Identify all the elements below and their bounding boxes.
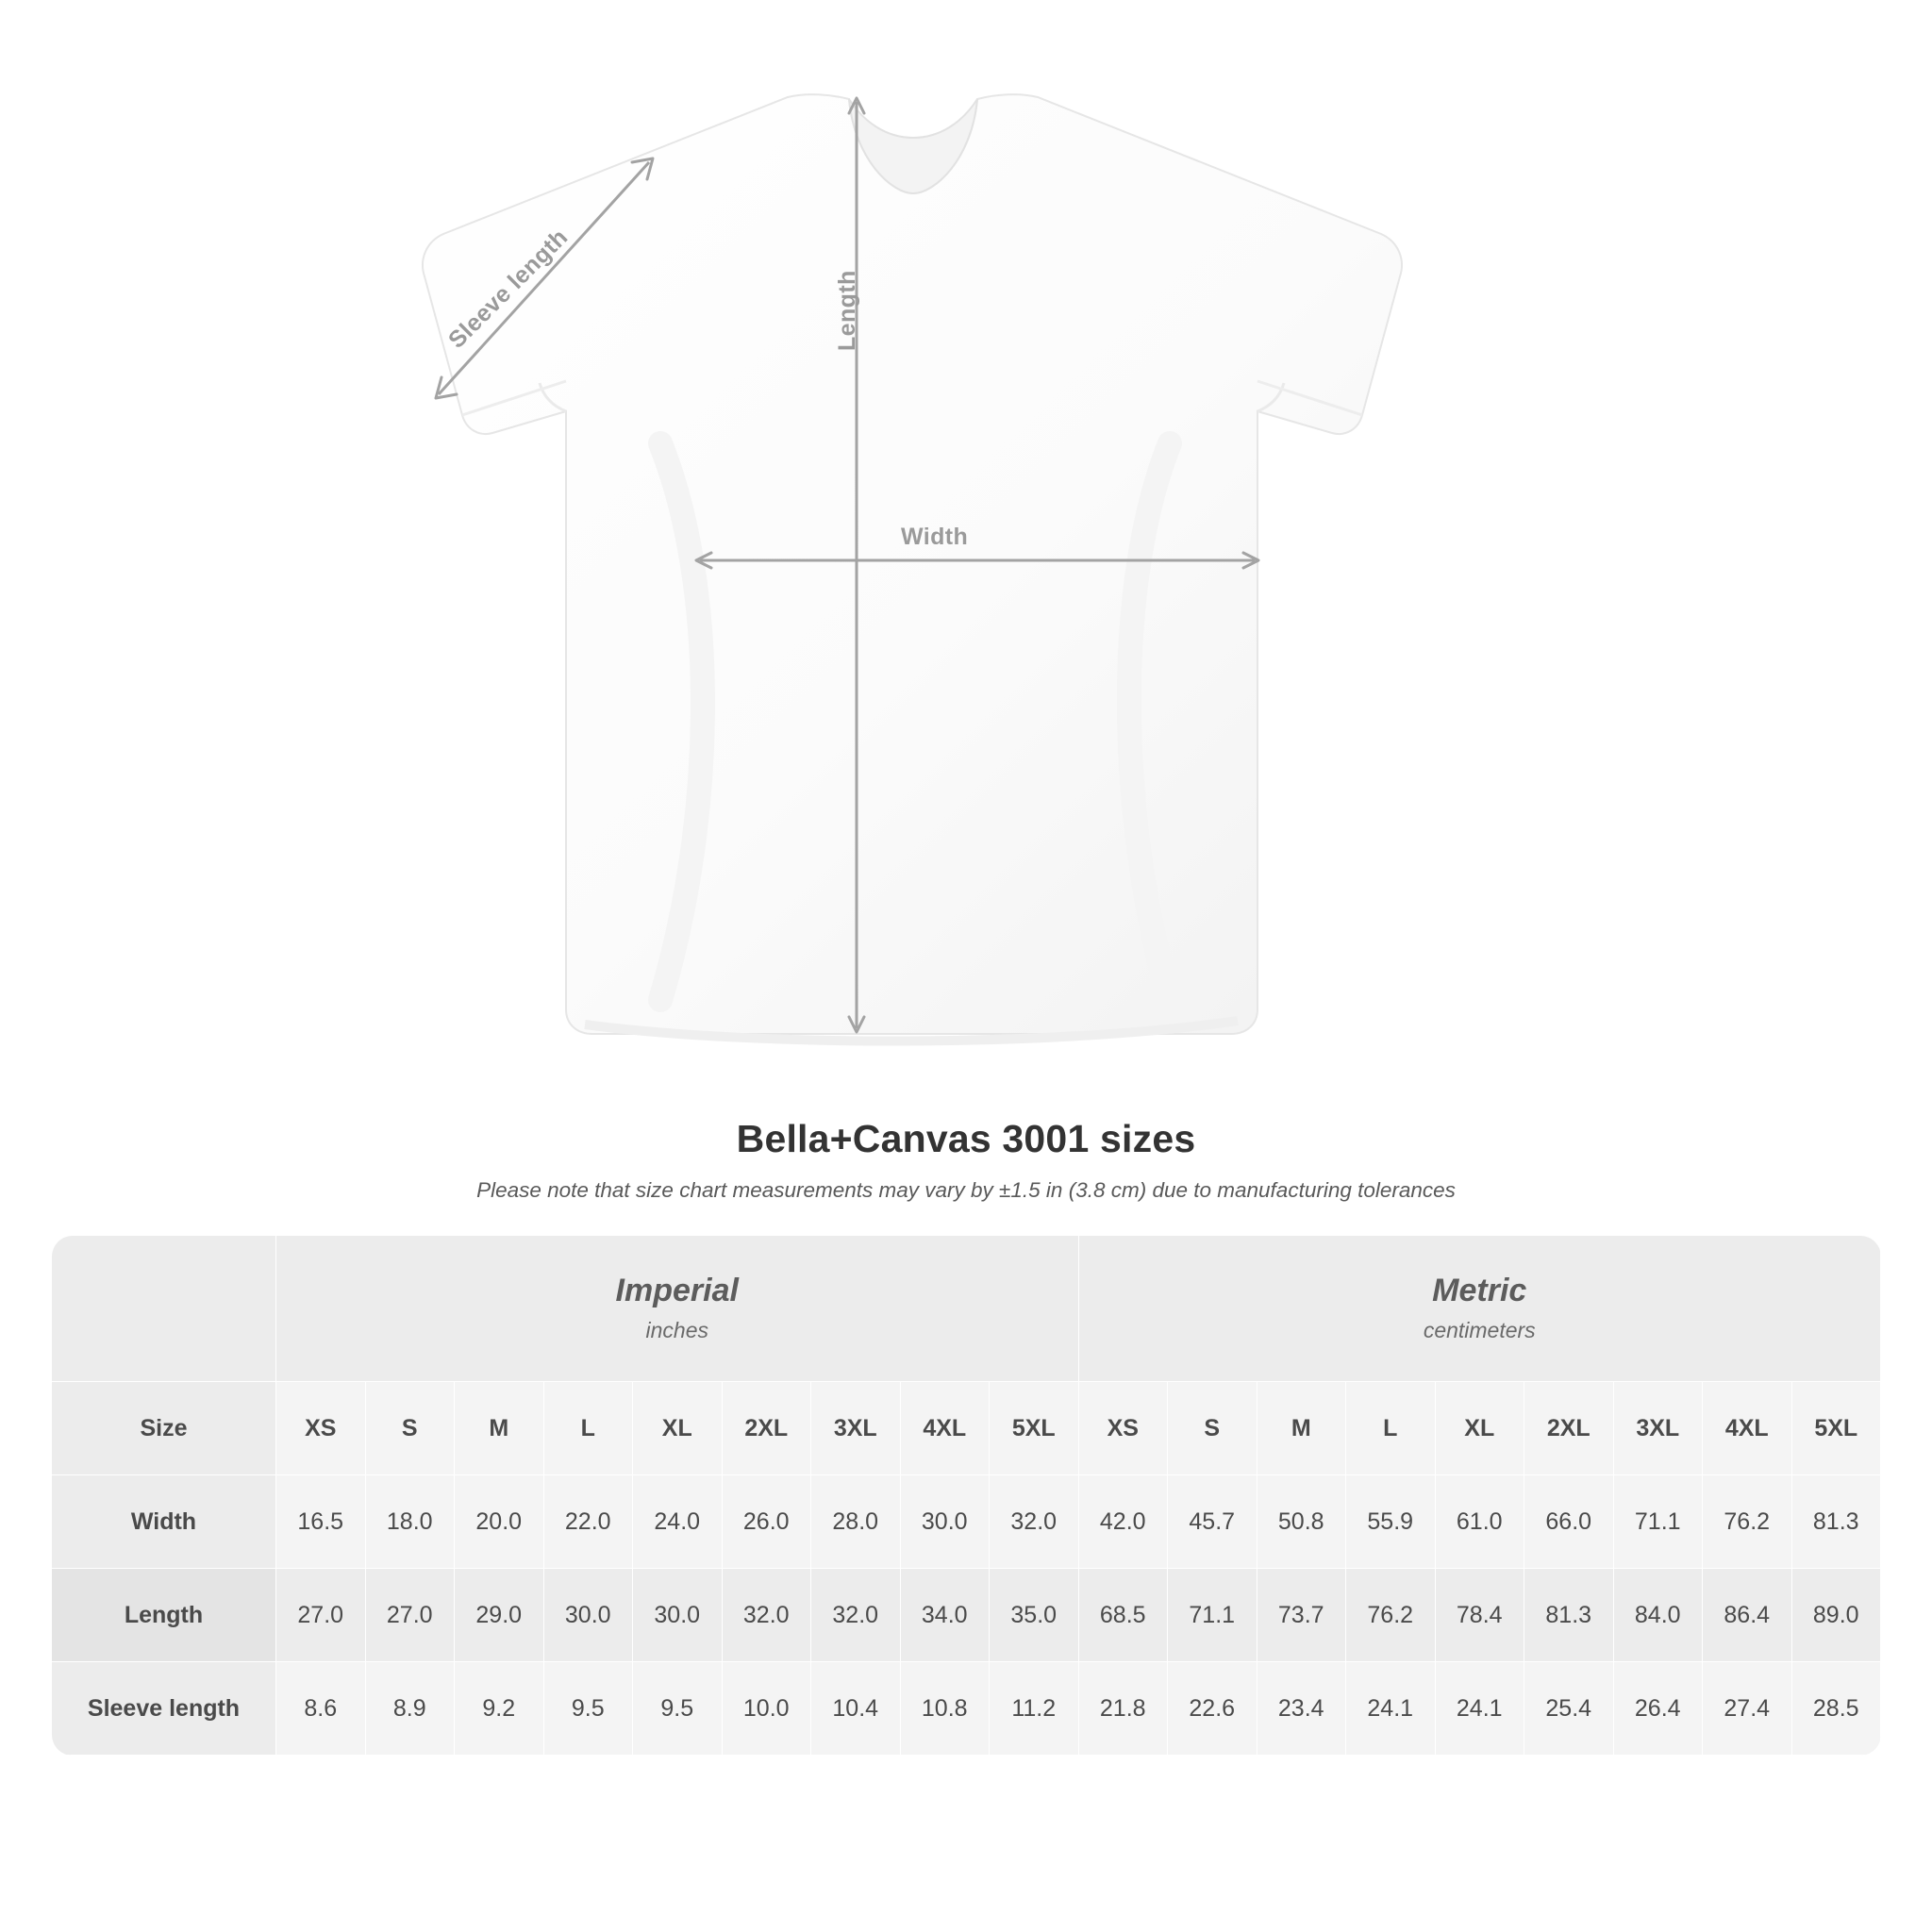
table-cell: 28.5 — [1791, 1662, 1881, 1756]
table-cell: 22.0 — [543, 1475, 633, 1569]
table-cell: 18.0 — [365, 1475, 455, 1569]
unit-group-imperial — [276, 1236, 1079, 1382]
size-header-cell: L — [1346, 1382, 1436, 1475]
table-cell: 27.4 — [1703, 1662, 1792, 1756]
page-title: Bella+Canvas 3001 sizes — [736, 1117, 1196, 1160]
table-cell: 24.1 — [1435, 1662, 1524, 1756]
table-cell: 22.6 — [1168, 1662, 1257, 1756]
size-header-cell: 2XL — [1524, 1382, 1614, 1475]
table-cell: 81.3 — [1524, 1569, 1614, 1662]
size-header-cell: L — [543, 1382, 633, 1475]
table-cell: 55.9 — [1346, 1475, 1436, 1569]
table-cell: 20.0 — [455, 1475, 544, 1569]
table-cell: 34.0 — [900, 1569, 990, 1662]
unit-group-imperial-name: Imperial — [615, 1272, 739, 1308]
row-label-length: Length — [52, 1569, 276, 1662]
row-label-sleeve-length: Sleeve length — [52, 1662, 276, 1756]
table-cell: 26.0 — [722, 1475, 811, 1569]
table-cell: 11.2 — [990, 1662, 1079, 1756]
table-cell: 28.0 — [811, 1475, 901, 1569]
size-header-cell: 3XL — [1613, 1382, 1703, 1475]
table-cell: 42.0 — [1078, 1475, 1168, 1569]
table-cell: 24.0 — [633, 1475, 723, 1569]
table-cell: 76.2 — [1346, 1569, 1436, 1662]
table-cell: 32.0 — [990, 1475, 1079, 1569]
row-label-width: Width — [52, 1475, 276, 1569]
table-cell: 30.0 — [900, 1475, 990, 1569]
unit-group-row — [52, 1236, 1881, 1382]
table-cell: 10.0 — [722, 1662, 811, 1756]
tolerance-note: Please note that size chart measurements may vary by ±1.5 in (3.8 cm) due to manufacturing tolerances — [476, 1178, 1456, 1202]
width-dimension-label: Width — [901, 524, 969, 550]
table-cell: 26.4 — [1613, 1662, 1703, 1756]
table-cell: 23.4 — [1257, 1662, 1346, 1756]
size-header-cell: 3XL — [811, 1382, 901, 1475]
size-header-cell: 2XL — [722, 1382, 811, 1475]
size-header-cell: M — [1257, 1382, 1346, 1475]
tshirt-body-shape — [423, 94, 1402, 1041]
unit-group-imperial-sub: inches — [645, 1318, 708, 1343]
table-cell: 9.5 — [543, 1662, 633, 1756]
table-cell: 9.5 — [633, 1662, 723, 1756]
sleeve-length-dimension-label: Sleeve length — [443, 224, 574, 354]
table-cell: 9.2 — [455, 1662, 544, 1756]
table-cell: 32.0 — [811, 1569, 901, 1662]
size-header-cell: XL — [1435, 1382, 1524, 1475]
size-table — [51, 1235, 1881, 1756]
chart-heading — [0, 1117, 1932, 1203]
size-header-cell: M — [455, 1382, 544, 1475]
table-cell: 71.1 — [1613, 1475, 1703, 1569]
table-row — [52, 1662, 1881, 1756]
table-cell: 27.0 — [276, 1569, 366, 1662]
unit-row-spacer — [52, 1236, 276, 1382]
table-cell: 27.0 — [365, 1569, 455, 1662]
table-cell: 71.1 — [1168, 1569, 1257, 1662]
size-header-cell: 5XL — [1791, 1382, 1881, 1475]
table-cell: 86.4 — [1703, 1569, 1792, 1662]
table-cell: 78.4 — [1435, 1569, 1524, 1662]
table-cell: 30.0 — [633, 1569, 723, 1662]
table-cell: 25.4 — [1524, 1662, 1614, 1756]
table-cell: 8.9 — [365, 1662, 455, 1756]
table-cell: 66.0 — [1524, 1475, 1614, 1569]
table-cell: 73.7 — [1257, 1569, 1346, 1662]
table-cell: 76.2 — [1703, 1475, 1792, 1569]
size-table-container — [51, 1235, 1881, 1756]
table-cell: 32.0 — [722, 1569, 811, 1662]
unit-group-metric-sub: centimeters — [1423, 1318, 1536, 1343]
table-cell: 21.8 — [1078, 1662, 1168, 1756]
table-cell: 29.0 — [455, 1569, 544, 1662]
table-row — [52, 1475, 1881, 1569]
table-cell: 89.0 — [1791, 1569, 1881, 1662]
size-header-row — [52, 1382, 1881, 1475]
size-header-cell: S — [1168, 1382, 1257, 1475]
table-cell: 24.1 — [1346, 1662, 1436, 1756]
table-cell: 50.8 — [1257, 1475, 1346, 1569]
size-header-cell: XS — [1078, 1382, 1168, 1475]
size-header-cell: S — [365, 1382, 455, 1475]
unit-group-metric — [1078, 1236, 1881, 1382]
table-cell: 68.5 — [1078, 1569, 1168, 1662]
length-dimension-label: Length — [834, 270, 860, 351]
table-cell: 61.0 — [1435, 1475, 1524, 1569]
size-header-label: Size — [52, 1382, 276, 1475]
unit-group-metric-name: Metric — [1432, 1272, 1527, 1308]
size-header-cell: 4XL — [1703, 1382, 1792, 1475]
table-cell: 10.4 — [811, 1662, 901, 1756]
size-header-cell: 5XL — [990, 1382, 1079, 1475]
table-row — [52, 1569, 1881, 1662]
table-cell: 10.8 — [900, 1662, 990, 1756]
table-cell: 84.0 — [1613, 1569, 1703, 1662]
size-header-cell: 4XL — [900, 1382, 990, 1475]
table-cell: 81.3 — [1791, 1475, 1881, 1569]
table-cell: 45.7 — [1168, 1475, 1257, 1569]
size-header-cell: XS — [276, 1382, 366, 1475]
table-cell: 16.5 — [276, 1475, 366, 1569]
table-cell: 30.0 — [543, 1569, 633, 1662]
table-cell: 35.0 — [990, 1569, 1079, 1662]
table-cell: 8.6 — [276, 1662, 366, 1756]
size-header-cell: XL — [633, 1382, 723, 1475]
